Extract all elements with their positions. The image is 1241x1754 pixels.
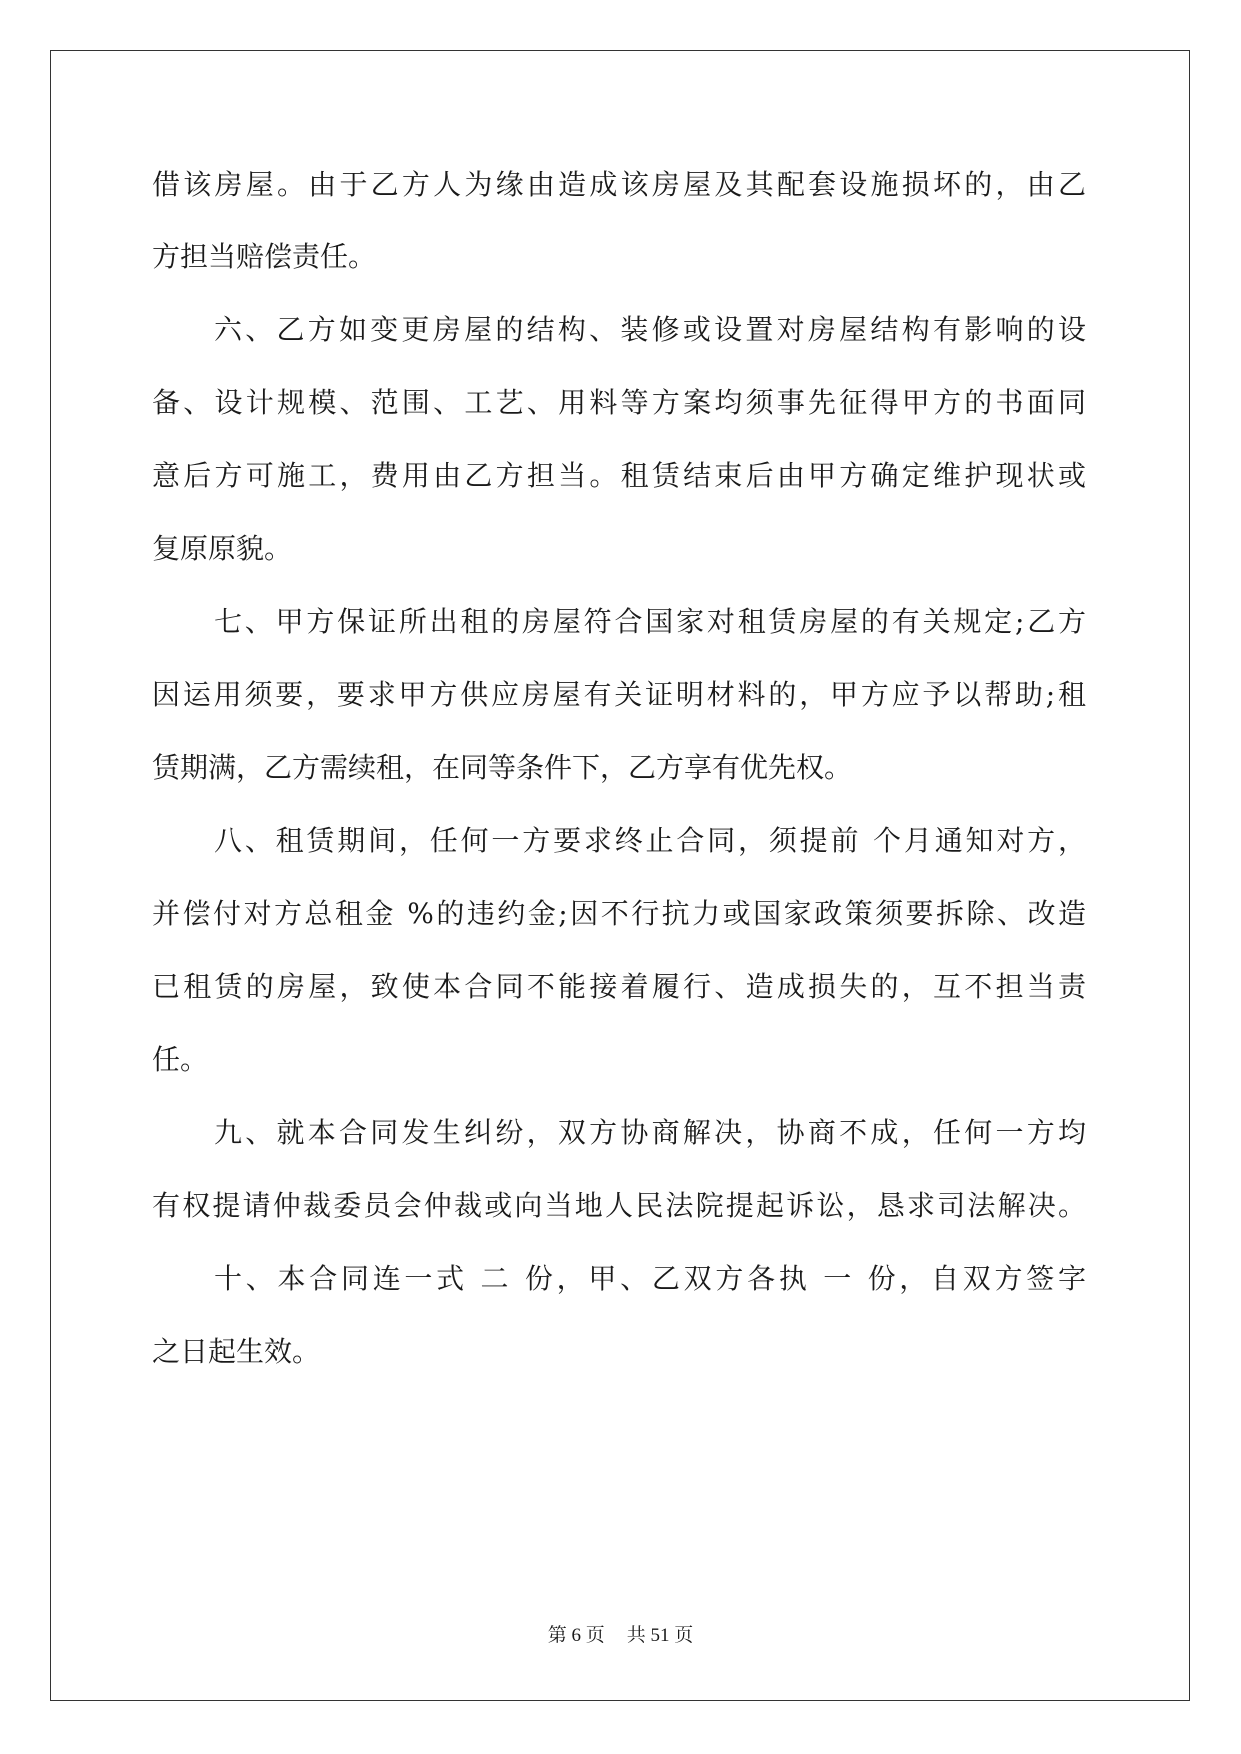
page-border (50, 50, 1190, 1701)
text-line: 赁期满，乙方需续租，在同等条件下，乙方享有优先权。 (152, 751, 853, 784)
page-total: 共 51 页 (626, 1625, 694, 1646)
text-line: 复原原貌。 (152, 532, 293, 565)
paragraph-8-start: 八、租赁期间，任何一方要求终止合同，须提前 个月通知对方， (214, 824, 1086, 857)
text-line: 方担当赔偿责任。 (152, 240, 377, 273)
text-line: 任。 (152, 1043, 209, 1076)
text-line: 并偿付对方总租金 %的违约金;因不行抗力或国家政策须要拆除、改造 (152, 897, 1086, 930)
text-line: 因运用须要，要求甲方供应房屋有关证明材料的，甲方应予以帮助;租 (152, 678, 1086, 711)
paragraph-6-start: 六、乙方如变更房屋的结构、装修或设置对房屋结构有影响的设 (214, 313, 1086, 346)
paragraph-7-start: 七、甲方保证所出租的房屋符合国家对租赁房屋的有关规定;乙方 (214, 605, 1086, 638)
page-footer (0, 1620, 1241, 1647)
paragraph-9-start: 九、就本合同发生纠纷，双方协商解决，协商不成，任何一方均 (214, 1116, 1086, 1149)
text-line: 借该房屋。由于乙方人为缘由造成该房屋及其配套设施损坏的，由乙 (152, 168, 1086, 201)
text-line: 有权提请仲裁委员会仲裁或向当地人民法院提起诉讼，恳求司法解决。 (152, 1189, 1086, 1222)
text-line: 之日起生效。 (152, 1335, 321, 1368)
text-line: 意后方可施工，费用由乙方担当。租赁结束后由甲方确定维护现状或 (152, 459, 1086, 492)
paragraph-10-start: 十、本合同连一式 二 份，甲、乙双方各执 一 份，自双方签字 (214, 1262, 1086, 1295)
text-line: 已租赁的房屋，致使本合同不能接着履行、造成损失的，互不担当责 (152, 970, 1086, 1003)
page-number: 第 6 页 (547, 1625, 605, 1646)
text-line: 备、设计规模、范围、工艺、用料等方案均须事先征得甲方的书面同 (152, 386, 1086, 419)
